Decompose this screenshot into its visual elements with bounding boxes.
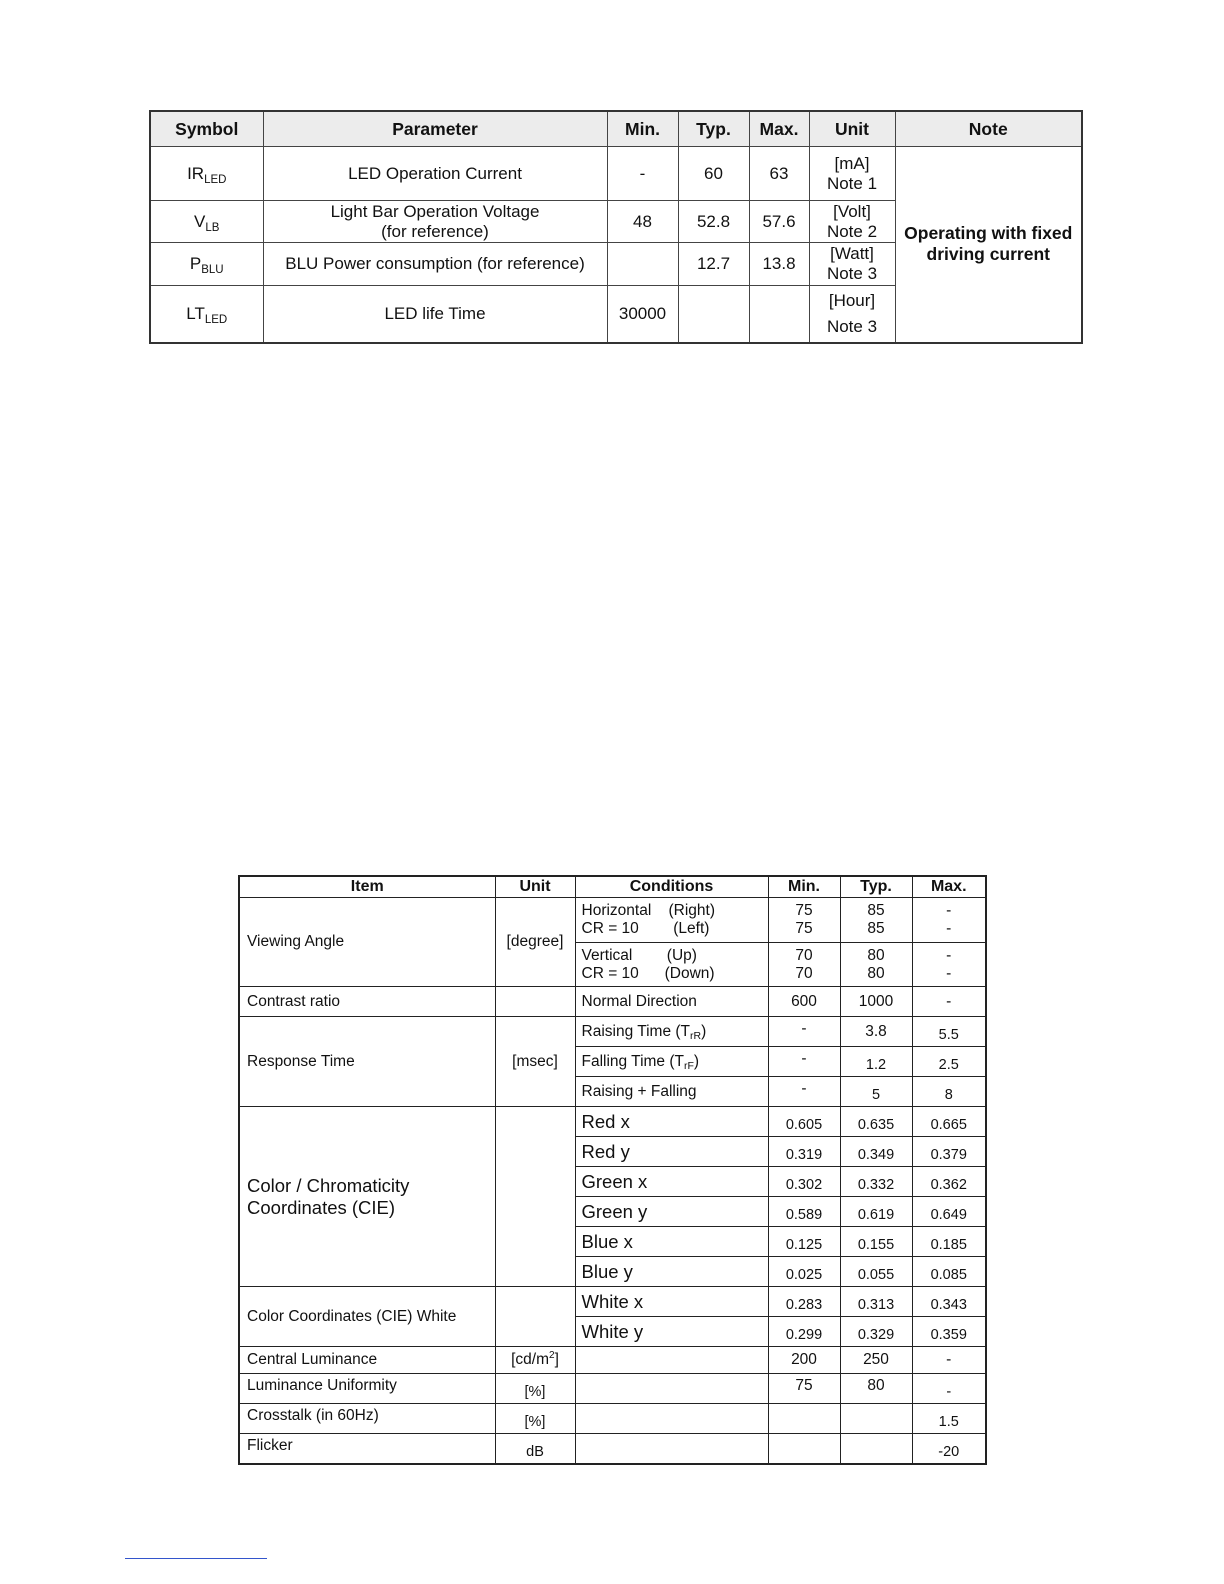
min-cell: 200: [768, 1347, 840, 1374]
max-cell: 2.5: [912, 1047, 986, 1077]
red-x-condition: Red x: [575, 1107, 768, 1137]
typ-cell: 0.619: [840, 1197, 912, 1227]
max-cell: 63: [749, 147, 809, 201]
header-typ: Typ.: [678, 111, 749, 147]
typ-cell: 0.055: [840, 1257, 912, 1287]
header-item: Item: [239, 876, 495, 898]
typ-cell: 1.2: [840, 1047, 912, 1077]
typ-cell: 12.7: [678, 243, 749, 286]
table-row: [239, 1017, 986, 1047]
max-cell: 0.185: [912, 1227, 986, 1257]
typ-cell: 52.8: [678, 201, 749, 243]
header-max: Max.: [912, 876, 986, 898]
uniformity-unit: [%]: [495, 1374, 575, 1404]
min-cell: 70 70: [768, 943, 840, 987]
parameter-cell: Light Bar Operation Voltage (for reference): [263, 201, 607, 243]
chromaticity-item: Color / Chromaticity Coordinates (CIE): [239, 1107, 495, 1287]
min-cell: -: [768, 1077, 840, 1107]
symbol-cell: $P_{BLU}$: [150, 243, 263, 286]
chromaticity-unit: [495, 1107, 575, 1287]
condition-cell: [575, 1347, 768, 1374]
max-cell: 0.362: [912, 1167, 986, 1197]
min-cell: 0.125: [768, 1227, 840, 1257]
min-cell: 48: [607, 201, 678, 243]
response-time-item: Response Time: [239, 1017, 495, 1107]
table-row: [239, 1287, 986, 1317]
parameter-cell: BLU Power consumption (for reference): [263, 243, 607, 286]
header-note: Note: [895, 111, 1082, 147]
min-cell: [768, 1404, 840, 1434]
condition-cell: [575, 1374, 768, 1404]
crosstalk-unit: [%]: [495, 1404, 575, 1434]
white-item: Color Coordinates (CIE) White: [239, 1287, 495, 1347]
viewing-angle-unit: [degree]: [495, 898, 575, 987]
symbol-cell: $V_{LB}$: [150, 201, 263, 243]
symbol-cell: $IR_{LED}$: [150, 147, 263, 201]
max-cell: - -: [912, 898, 986, 943]
min-cell: 0.589: [768, 1197, 840, 1227]
response-time-unit: [msec]: [495, 1017, 575, 1107]
raising-time-condition: Raising Time $(T_{rR})$: [575, 1017, 768, 1047]
typ-cell: 0.332: [840, 1167, 912, 1197]
symbol-cell: $LT_{LED}$: [150, 286, 263, 343]
vertical-condition: Vertical (Up) CR = 10 (Down): [575, 943, 768, 987]
typ-cell: 5: [840, 1077, 912, 1107]
typ-cell: 60: [678, 147, 749, 201]
note-cell: Operating with fixed driving current: [895, 147, 1082, 343]
crosstalk-item: Crosstalk (in 60Hz): [239, 1404, 495, 1434]
red-y-condition: Red y: [575, 1137, 768, 1167]
condition-cell: [575, 1404, 768, 1434]
header-min: Min.: [607, 111, 678, 147]
min-cell: -: [768, 1047, 840, 1077]
white-unit: [495, 1287, 575, 1347]
min-cell: -: [607, 147, 678, 201]
flicker-unit: dB: [495, 1434, 575, 1464]
max-cell: 0.649: [912, 1197, 986, 1227]
typ-cell: [840, 1404, 912, 1434]
typ-cell: 250: [840, 1347, 912, 1374]
typ-cell: 3.8: [840, 1017, 912, 1047]
header-max: Max.: [749, 111, 809, 147]
table-row: [150, 147, 1082, 201]
max-cell: 0.343: [912, 1287, 986, 1317]
min-cell: 30000: [607, 286, 678, 343]
table-row: [239, 1374, 986, 1404]
unit-cell: [mA] Note 1: [809, 147, 895, 201]
max-cell: -: [912, 1374, 986, 1404]
min-cell: 0.283: [768, 1287, 840, 1317]
typ-cell: 0.349: [840, 1137, 912, 1167]
max-cell: [749, 286, 809, 343]
table-row: [239, 1107, 986, 1137]
max-cell: 1.5: [912, 1404, 986, 1434]
contrast-unit: [495, 987, 575, 1017]
typ-cell: 80: [840, 1374, 912, 1404]
footnote-separator: [125, 1558, 267, 1559]
min-cell: [768, 1434, 840, 1464]
raising-falling-condition: Raising + Falling: [575, 1077, 768, 1107]
contrast-condition: Normal Direction: [575, 987, 768, 1017]
typ-cell: [840, 1434, 912, 1464]
typ-cell: 80 80: [840, 943, 912, 987]
max-cell: 13.8: [749, 243, 809, 286]
min-cell: 0.299: [768, 1317, 840, 1347]
header-conditions: Conditions: [575, 876, 768, 898]
max-cell: -: [912, 1347, 986, 1374]
typ-cell: 0.635: [840, 1107, 912, 1137]
min-cell: 0.302: [768, 1167, 840, 1197]
header-min: Min.: [768, 876, 840, 898]
white-x-condition: White x: [575, 1287, 768, 1317]
max-cell: 57.6: [749, 201, 809, 243]
min-cell: 0.319: [768, 1137, 840, 1167]
max-cell: 0.359: [912, 1317, 986, 1347]
flicker-item: Flicker: [239, 1434, 495, 1464]
table-header-row: [239, 876, 986, 898]
header-unit: Unit: [809, 111, 895, 147]
table-row: [239, 898, 986, 943]
central-luminance-item: Central Luminance: [239, 1347, 495, 1374]
uniformity-item: Luminance Uniformity: [239, 1374, 495, 1404]
condition-cell: [575, 1434, 768, 1464]
table-row: [239, 1434, 986, 1464]
max-cell: 0.085: [912, 1257, 986, 1287]
parameter-cell: LED life Time: [263, 286, 607, 343]
typ-cell: 1000: [840, 987, 912, 1017]
header-parameter: Parameter: [263, 111, 607, 147]
unit-cell: [Volt] Note 2: [809, 201, 895, 243]
min-cell: 75 75: [768, 898, 840, 943]
blue-x-condition: Blue x: [575, 1227, 768, 1257]
header-symbol: Symbol: [150, 111, 263, 147]
header-unit: Unit: [495, 876, 575, 898]
viewing-angle-item: Viewing Angle: [239, 898, 495, 987]
min-cell: 0.025: [768, 1257, 840, 1287]
max-cell: -: [912, 987, 986, 1017]
optical-characteristics-table: [238, 875, 987, 1465]
typ-cell: [678, 286, 749, 343]
table-header-row: [150, 111, 1082, 147]
min-cell: -: [768, 1017, 840, 1047]
max-cell: 0.665: [912, 1107, 986, 1137]
typ-cell: 0.329: [840, 1317, 912, 1347]
green-y-condition: Green y: [575, 1197, 768, 1227]
min-cell: [607, 243, 678, 286]
blue-y-condition: Blue y: [575, 1257, 768, 1287]
white-y-condition: White y: [575, 1317, 768, 1347]
contrast-item: Contrast ratio: [239, 987, 495, 1017]
typ-cell: 0.313: [840, 1287, 912, 1317]
min-cell: 600: [768, 987, 840, 1017]
max-cell: - -: [912, 943, 986, 987]
parameter-cell: LED Operation Current: [263, 147, 607, 201]
min-cell: 75: [768, 1374, 840, 1404]
max-cell: 8: [912, 1077, 986, 1107]
max-cell: 5.5: [912, 1017, 986, 1047]
typ-cell: 85 85: [840, 898, 912, 943]
max-cell: 0.379: [912, 1137, 986, 1167]
horizontal-condition: Horizontal (Right) CR = 10 (Left): [575, 898, 768, 943]
central-luminance-unit: $[cd/m^2]$: [495, 1347, 575, 1374]
green-x-condition: Green x: [575, 1167, 768, 1197]
max-cell: -20: [912, 1434, 986, 1464]
typ-cell: 0.155: [840, 1227, 912, 1257]
table-row: [239, 1347, 986, 1374]
min-cell: 0.605: [768, 1107, 840, 1137]
unit-cell: [Hour] Note 3: [809, 286, 895, 343]
unit-cell: [Watt] Note 3: [809, 243, 895, 286]
table-row: [239, 987, 986, 1017]
led-characteristics-table: [149, 110, 1083, 344]
table-row: [239, 1404, 986, 1434]
falling-time-condition: Falling Time $(T_{rF})$: [575, 1047, 768, 1077]
header-typ: Typ.: [840, 876, 912, 898]
